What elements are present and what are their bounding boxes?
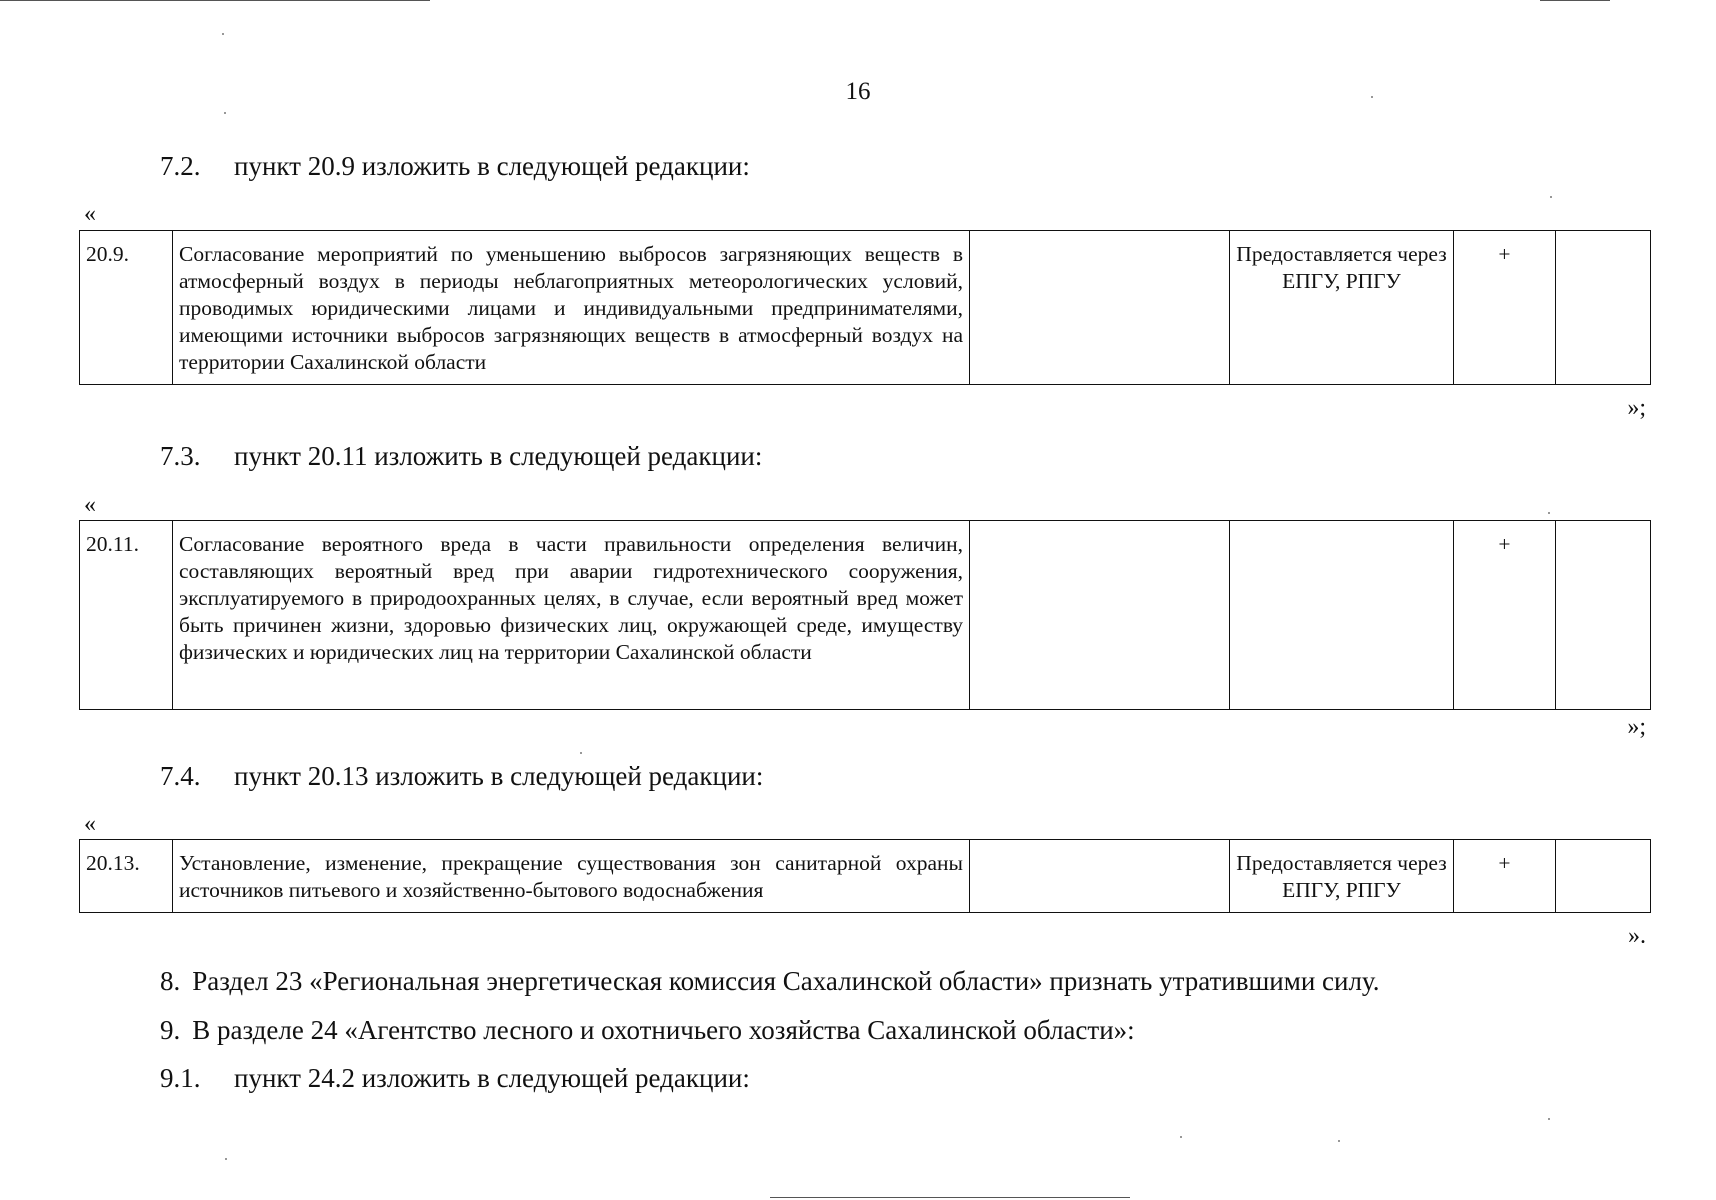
item-number-cell: 20.13. [80,840,173,913]
scan-speck [1548,512,1550,514]
empty-cell [1556,231,1651,385]
scan-speck [1338,1140,1340,1142]
plus-mark-cell: + [1454,840,1556,913]
paragraph [160,965,1379,997]
opening-quote: « [84,492,96,518]
empty-cell [1556,521,1651,710]
section-heading [160,150,750,182]
scan-edge-line [770,1197,1130,1198]
paragraph-text: В разделе 24 «Агентство лесного и охотничьего хозяйства Сахалинской области»: [192,1015,1135,1045]
scan-speck [224,112,226,114]
section-heading-number: 7.2. [160,151,201,181]
table-row [80,840,1651,913]
plus-mark-cell: + [1454,521,1556,710]
scan-edge-line [1540,0,1610,1]
paragraph-number: 8. [160,966,181,996]
service-delivery-cell [1230,521,1454,710]
scan-speck [1371,96,1373,98]
table-row [80,231,1651,385]
section-heading-number: 7.3. [160,441,201,471]
section-heading-text: пункт 20.9 изложить в следующей редакции: [234,151,750,181]
scan-speck [580,752,582,754]
paragraph-text: пункт 24.2 изложить в следующей редакции: [234,1063,750,1093]
page-number: 16 [845,78,871,105]
scan-speck [222,33,224,35]
section-heading-text: пункт 20.13 изложить в следующей редакции: [234,761,764,791]
item-number-cell: 20.11. [80,521,173,710]
paragraph-number: 9. [160,1015,181,1045]
empty-cell [970,521,1230,710]
empty-cell [970,840,1230,913]
section-heading [160,760,763,792]
table-row [80,521,1651,710]
section-heading-number: 7.4. [160,761,201,791]
scan-speck [1180,1136,1182,1138]
section-heading [160,440,762,472]
empty-cell [1556,840,1651,913]
item-description-cell: Согласование мероприятий по уменьшению выбросов загрязняющих веществ в атмосферный воздух в периоды неблагоприятных метеорологических условий, проводимых юридическими лицами и индивидуальными предпринимателями, имеющими источники выбросов загрязняющих веществ в атмосферный воздух на территории Сахалинской области [173,231,970,385]
empty-cell [970,231,1230,385]
paragraph-text: Раздел 23 «Региональная энергетическая комиссия Сахалинской области» признать утратившими силу. [192,966,1380,996]
closing-quote: »; [1627,714,1646,740]
scan-speck [1548,1118,1550,1120]
item-description-cell: Согласование вероятного вреда в части правильности определения величин, составляющих вероятный вред при аварии гидротехнического сооружения, эксплуатируемого в природоохранных целях, в случае, если вероятный вред может быть причинен жизни, здоровью физических лиц, окружающей среде, имуществу физических и юридических лиц на территории Сахалинской области [173,521,970,710]
item-description-cell: Установление, изменение, прекращение существования зон санитарной охраны источников питьевого и хозяйственно-бытового водоснабжения [173,840,970,913]
opening-quote: « [84,811,96,837]
service-delivery-cell: Предоставляется через ЕПГУ, РПГУ [1230,840,1454,913]
closing-quote: »; [1627,395,1646,421]
plus-mark-cell: + [1454,231,1556,385]
amendment-table [79,520,1651,710]
section-heading-text: пункт 20.11 изложить в следующей редакции: [234,441,763,471]
scan-speck [225,1158,227,1160]
amendment-table [79,230,1651,385]
service-delivery-cell: Предоставляется через ЕПГУ, РПГУ [1230,231,1454,385]
item-number-cell: 20.9. [80,231,173,385]
scan-speck [1550,196,1552,198]
scan-edge-line [0,0,430,1]
closing-quote: ». [1628,923,1646,949]
opening-quote: « [84,201,96,227]
paragraph [160,1014,1135,1046]
paragraph [160,1062,750,1094]
amendment-table [79,839,1651,913]
paragraph-number: 9.1. [160,1063,201,1093]
